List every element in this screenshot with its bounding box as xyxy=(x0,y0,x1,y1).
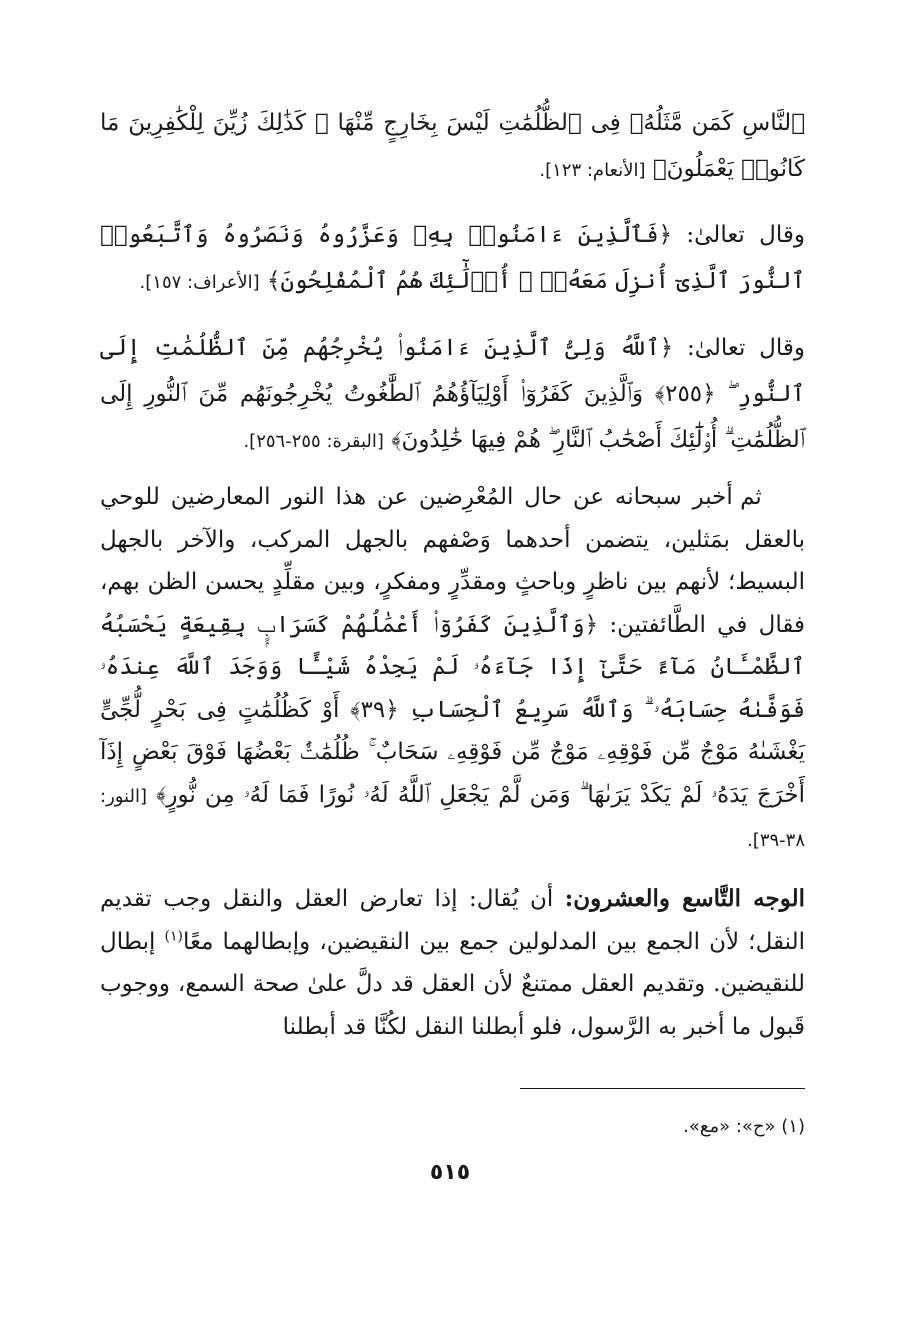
quran-verse: ٱلنَّاسِ كَمَن مَّثَلُهُۥ فِى ٱلظُّلُمَٰتِ لَيْسَ بِخَارِجٍ مِّنْهَا ۚ كَذَٰلِكَ زُيِّنَ لِلْكَٰفِرِينَ مَا كَانُوا۟ يَعْمَلُونَ﴾ xyxy=(100,110,805,182)
quran-paragraph-2 xyxy=(100,212,805,306)
footnote-divider xyxy=(520,1088,805,1089)
verse-reference: [الأنعام: ١٢٣]. xyxy=(539,160,646,181)
paragraph-intro: وقال تعالىٰ: ﴿ xyxy=(658,222,805,248)
prose-paragraph-2 xyxy=(100,878,805,1048)
paragraph-text: ثم أخبر سبحانه عن حال المُعْرِضين عن هذا النور المعارضين للوحي بالعقل بمَثلين، يتضمن أحدهما وَصْفهم بالجهل المركب، والآخر بالجهل البسيط؛ لأنهم بين ناظرٍ وباحثٍ ومقدِّرٍ ومفكرٍ، وبين مقلِّدٍ يحسن الظن بهم، فقال في الطَّائفتين: ﴿ xyxy=(100,484,805,638)
quran-paragraph-1 xyxy=(100,100,805,194)
verse-reference: [الأعراف: ١٥٧]. xyxy=(139,272,260,293)
verse-reference: [البقرة: ٢٥٥-٢٥٦]. xyxy=(243,431,384,452)
section-heading: الوجه التَّاسع والعشرون: xyxy=(564,885,806,912)
quran-paragraph-3 xyxy=(100,325,805,465)
prose-paragraph-1 xyxy=(100,476,805,863)
quran-verse: فَٱلَّذِينَ ءَامَنُوا۟ بِهِۦ وَعَزَّرُوهُ وَنَصَرُوهُ وَٱتَّبَعُوا۟ ٱلنُّورَ ٱلَّذِىٓ أُنزِلَ مَعَهُۥٓ ۙ أُو۟لَٰٓئِكَ هُمُ ٱلْمُفْلِحُونَ﴾ xyxy=(100,222,805,294)
page-number: ٥١٥ xyxy=(429,1160,471,1185)
paragraph-text-a: أن يُقال: إذا تعارض العقل والنقل وجب تقديم النقل؛ لأن الجمع بين المدلولين جمع بين النقيضين، وإبطالهما معًا xyxy=(100,886,805,955)
paragraph-text-b: إبطال للنقيضين. وتقديم العقل ممتنعٌ لأن العقل قد دلَّ علىٰ صحة السمع، ووجوب قَبول ما أخبر به الرَّسول، فلو أبطلنا النقل لكُنَّا قد أبطلنا xyxy=(100,928,805,1040)
footnote-marker[interactable]: (١) xyxy=(164,927,183,944)
quran-verse: ٱللَّهُ وَلِىُّ ٱلَّذِينَ ءَامَنُوا۟ يُخْرِجُهُم مِّنَ ٱلظُّلُمَٰتِ إِلَى ٱلنُّورِ ۖ ﴿٢٥٥﴾ وَٱلَّذِينَ كَفَرُوٓا۟ أَوْلِيَآؤُهُمُ ٱلطَّٰغُوتُ يُخْرِجُونَهُم مِّنَ ٱلنُّورِ إِلَى ٱلظُّلُمَٰتِ ۗ أُو۟لَٰٓئِكَ أَصْحَٰبُ ٱلنَّارِ ۖ هُمْ فِيهَا خَٰلِدُونَ﴾ xyxy=(100,335,805,453)
footnote: (١) «ح»: «مع». xyxy=(683,1116,805,1137)
paragraph-intro: وقال تعالىٰ: ﴿ xyxy=(659,335,805,361)
verse-reference: [النور: ٣٨-٣٩]. xyxy=(100,785,805,851)
quran-verse: وَٱلَّذِينَ كَفَرُوٓا۟ أَعْمَٰلُهُمْ كَسَرَابٍۭ بِقِيعَةٍ يَحْسَبُهُ ٱلظَّمْـَٔانُ مَآءً حَتَّىٰٓ إِذَا جَآءَهُۥ لَمْ يَجِدْهُ شَيْـًٔا وَوَجَدَ ٱللَّهَ عِندَهُۥ فَوَفَّىٰهُ حِسَابَهُۥ ۗ وَٱللَّهُ سَرِيعُ ٱلْحِسَابِ ﴿٣٩﴾ أَوْ كَظُلُمَٰتٍ فِى بَحْرٍ لُّجِّىٍّ يَغْشَىٰهُ مَوْجٌ مِّن فَوْقِهِۦ مَوْجٌ مِّن فَوْقِهِۦ سَحَابٌ ۚ ظُلُمَٰتٌۢ بَعْضُهَا فَوْقَ بَعْضٍ إِذَآ أَخْرَجَ يَدَهُۥ لَمْ يَكَدْ يَرَىٰهَا ۗ وَمَن لَّمْ يَجْعَلِ ٱللَّهُ لَهُۥ نُورًا فَمَا لَهُۥ مِن نُّورٍ﴾ xyxy=(100,611,806,808)
